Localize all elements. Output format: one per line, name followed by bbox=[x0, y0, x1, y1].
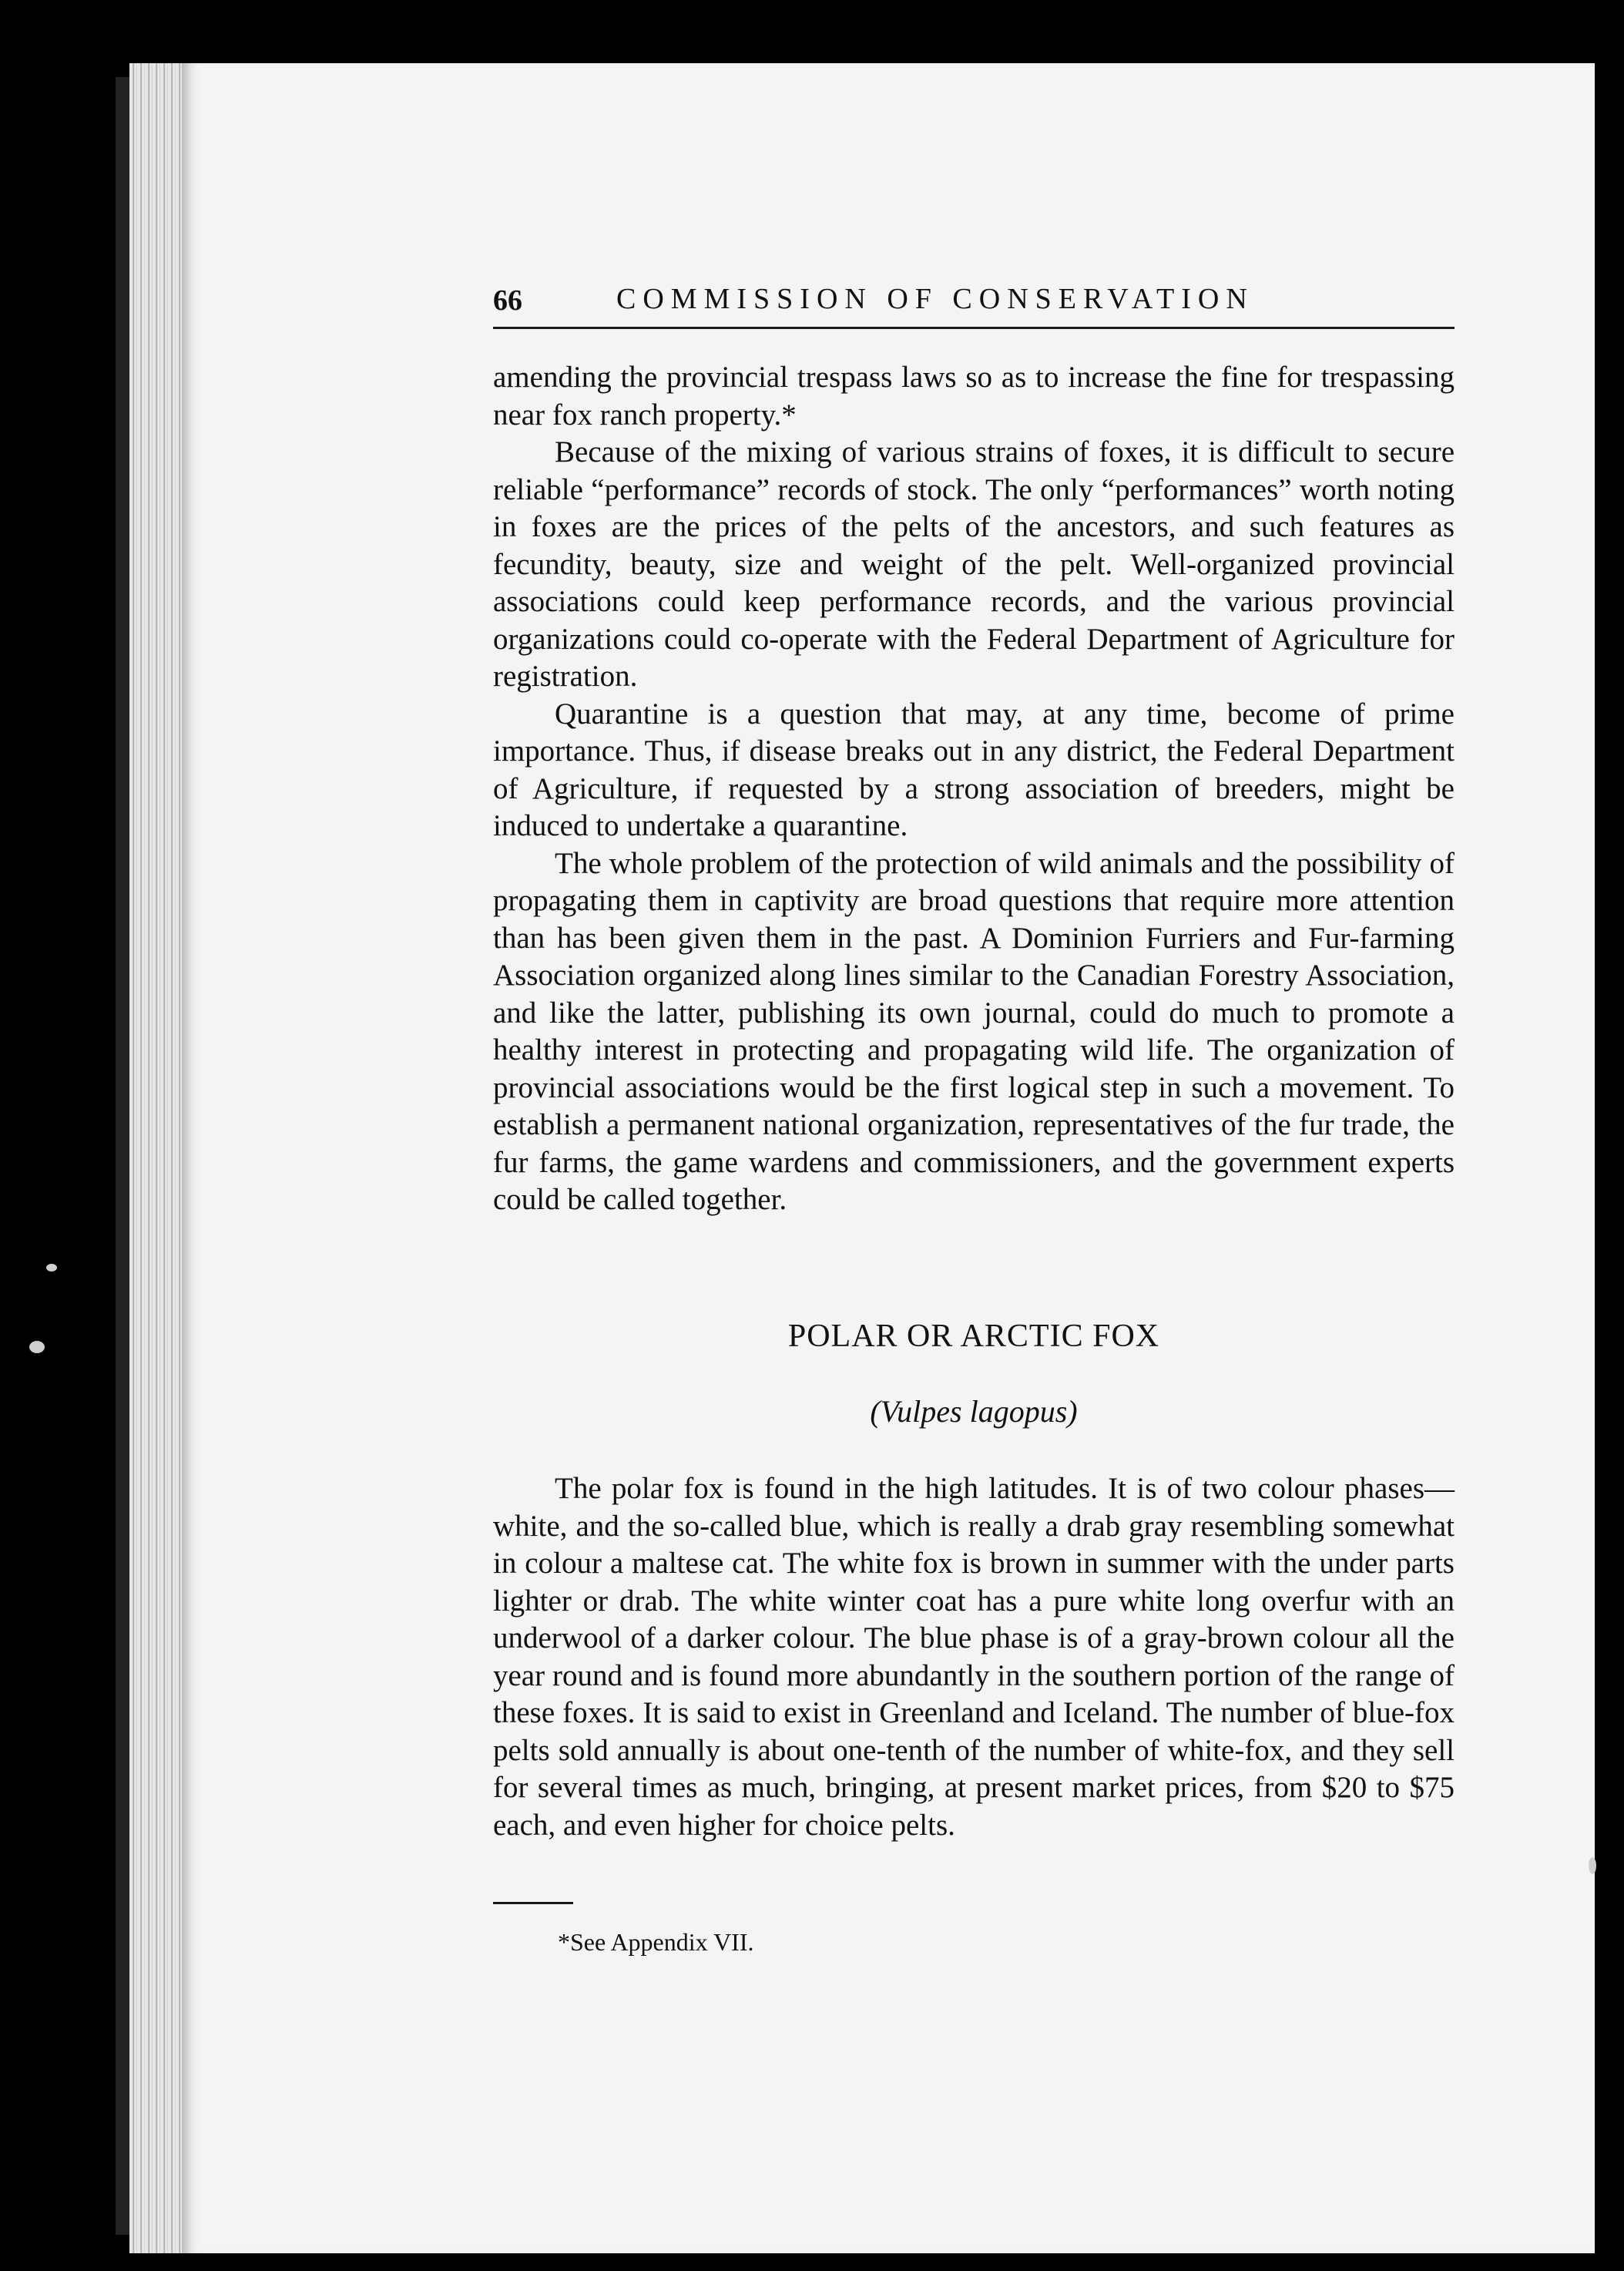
paragraph: The whole problem of the protection of wild animals and the possibility of propagating them in captivity are broad questions that require more attention than has been given them in the past. A Dominion Furriers and Fur-farming Association organized along lines similar to the Canadian Forestry Association, and like the latter, publishing its own journal, could do much to promote a healthy interest in protecting and propagating wild life. The organization of provincial associations would be the first logical step in such a movement. To establish a permanent national organization, representatives of the fur trade, the fur farms, the game wardens and commissioners, and the government experts could be called together. bbox=[493, 846, 1455, 1216]
section-subheading: (Vulpes lagopus) bbox=[870, 1394, 1078, 1429]
paragraph: Because of the mixing of various strains of foxes, it is difficult to secure reliable “performance” records of stock. The only “performances” worth noting in foxes are the prices of the pelts of the ancestors, and such features as fecundity, beauty, size and weight of the pelt. Well-organized provincial associations could keep performance records, and the various provincial organizations could co-operate with the Federal Department of Agriculture for registration. bbox=[493, 435, 1455, 693]
page-number: 66 bbox=[493, 284, 522, 317]
paragraph: amending the provincial trespass laws so as to increase the fine for trespassing near fox ranch property.* bbox=[493, 361, 1455, 432]
running-head bbox=[493, 277, 1455, 329]
section-heading: POLAR OR ARCTIC FOX bbox=[787, 1319, 1160, 1354]
scan-speck bbox=[1589, 1857, 1596, 1874]
footnote-rule bbox=[493, 1902, 573, 1904]
scan-speck bbox=[46, 1264, 57, 1272]
paragraph: The polar fox is found in the high latitudes. It is of two colour phases—white, and the so-called blue, which is really a drab gray resembling somewhat in colour a maltese cat. The white fox is brown in summer with the under parts lighter or drab. The white winter coat has a pure white long overfur with an underwool of a darker colour. The blue phase is of a gray-brown colour all the year round and is found more abundantly in the southern portion of the range of these foxes. It is said to exist in Greenland and Iceland. The number of blue-fox pelts sold annually is about one-tenth of the number of white-fox, and they sell for several times as much, bringing, at present market prices, from $20 to $75 each, and even higher for choice pelts. bbox=[493, 1472, 1455, 1842]
scan-speck bbox=[29, 1341, 45, 1353]
paragraph: Quarantine is a question that may, at any time, become of prime importance. Thus, if disease breaks out in any district, the Federal Department of Agriculture, if requested by a strong association of breeders, might be induced to undertake a quarantine. bbox=[493, 697, 1455, 842]
body-text-section bbox=[493, 1470, 1455, 1844]
footnote: *See Appendix VII. bbox=[558, 1928, 754, 1956]
running-title: COMMISSION OF CONSERVATION bbox=[616, 283, 1254, 315]
body-text-top bbox=[493, 359, 1455, 1219]
